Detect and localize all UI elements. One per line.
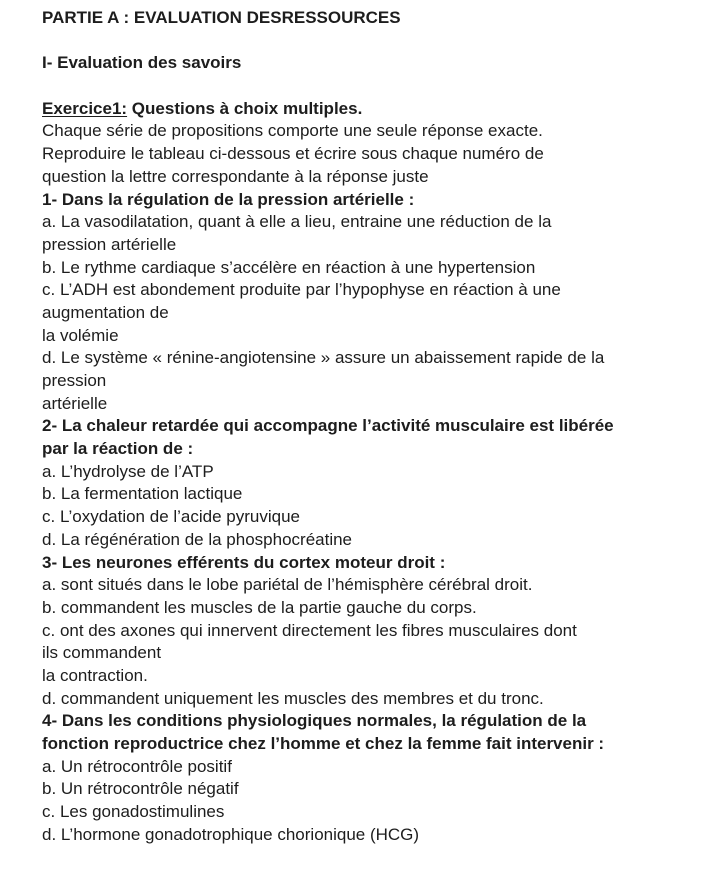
text-segment: Exercice1:	[42, 98, 128, 118]
text-line	[42, 620, 692, 643]
text-line	[42, 665, 692, 688]
text-segment: 3- Les neurones efférents du cortex moteur droit :	[42, 552, 446, 572]
text-segment: c. L’oxydation de l’acide pyruvique	[42, 507, 300, 527]
text-line	[42, 189, 692, 212]
text-line	[42, 529, 692, 552]
text-line	[42, 302, 692, 325]
text-line	[42, 98, 692, 121]
text-line	[42, 506, 692, 529]
text-segment: a. sont situés dans le lobe pariétal de l’hémisphère cérébral droit.	[42, 575, 533, 595]
text-line	[42, 415, 692, 438]
text-segment: pression artérielle	[42, 234, 177, 254]
text-line	[42, 710, 692, 733]
text-line	[42, 279, 692, 302]
text-line	[42, 574, 692, 597]
text-segment: I- Evaluation des savoirs	[42, 53, 242, 73]
text-line	[42, 211, 692, 234]
text-segment: 2- La chaleur retardée qui accompagne l’activité musculaire est libérée	[42, 416, 614, 436]
text-line	[42, 7, 692, 30]
text-line	[42, 733, 692, 756]
text-segment: a. L’hydrolyse de l’ATP	[42, 461, 214, 481]
text-line	[42, 688, 692, 711]
text-segment: question la lettre correspondante à la réponse juste	[42, 166, 429, 186]
text-segment: b. Le rythme cardiaque s’accélère en réaction à une hypertension	[42, 257, 536, 277]
text-line	[42, 143, 692, 166]
text-line	[42, 370, 692, 393]
text-line	[42, 325, 692, 348]
text-line	[42, 461, 692, 484]
text-segment: d. Le système « rénine-angiotensine » assure un abaissement rapide de la	[42, 348, 605, 368]
blank-line	[42, 30, 692, 53]
text-line	[42, 756, 692, 779]
text-segment: b. commandent les muscles de la partie gauche du corps.	[42, 597, 477, 617]
text-segment: la contraction.	[42, 665, 148, 685]
text-segment: c. Les gonadostimulines	[42, 802, 225, 822]
text-segment: la volémie	[42, 325, 119, 345]
text-segment: PARTIE A : EVALUATION DESRESSOURCES	[42, 8, 401, 27]
text-segment: d. La régénération de la phosphocréatine	[42, 529, 353, 549]
text-line	[42, 778, 692, 801]
text-segment: Questions à choix multiples.	[127, 98, 363, 118]
text-line	[42, 234, 692, 257]
text-line	[42, 824, 692, 847]
text-segment: Chaque série de propositions comporte une seule réponse exacte.	[42, 121, 543, 141]
text-segment: 1- Dans la régulation de la pression artérielle :	[42, 189, 415, 209]
text-segment: Reproduire le tableau ci-dessous et écrire sous chaque numéro de	[42, 144, 544, 164]
text-line	[42, 483, 692, 506]
text-line	[42, 642, 692, 665]
text-segment: par la réaction de :	[42, 439, 194, 459]
text-line	[42, 347, 692, 370]
text-line	[42, 393, 692, 416]
text-segment: artérielle	[42, 393, 108, 413]
text-line	[42, 552, 692, 575]
text-segment: c. ont des axones qui innervent directement les fibres musculaires dont	[42, 620, 577, 640]
text-segment: a. Un rétrocontrôle positif	[42, 756, 232, 776]
text-segment: fonction reproductrice chez l’homme et chez la femme fait intervenir :	[42, 734, 605, 753]
text-segment: ils commandent	[42, 643, 162, 663]
blank-line	[42, 75, 692, 98]
text-segment: pression	[42, 371, 107, 390]
text-line	[42, 438, 692, 461]
text-segment: b. La fermentation lactique	[42, 484, 243, 504]
text-segment: b. Un rétrocontrôle négatif	[42, 779, 239, 799]
text-segment: d. commandent uniquement les muscles des membres et du tronc.	[42, 688, 544, 708]
text-line	[42, 597, 692, 620]
text-line	[42, 166, 692, 189]
document-body	[42, 7, 692, 846]
text-line	[42, 801, 692, 824]
text-segment: d. L’hormone gonadotrophique chorionique (HCG)	[42, 824, 420, 844]
text-segment: 4- Dans les conditions physiologiques normales, la régulation de la	[42, 711, 587, 731]
text-line	[42, 120, 692, 143]
text-segment: a. La vasodilatation, quant à elle a lieu, entraine une réduction de la	[42, 212, 552, 232]
text-segment: c. L’ADH est abondement produite par l’hypophyse en réaction à une	[42, 280, 561, 300]
text-line	[42, 52, 692, 75]
text-segment: augmentation de	[42, 302, 169, 322]
text-line	[42, 257, 692, 280]
